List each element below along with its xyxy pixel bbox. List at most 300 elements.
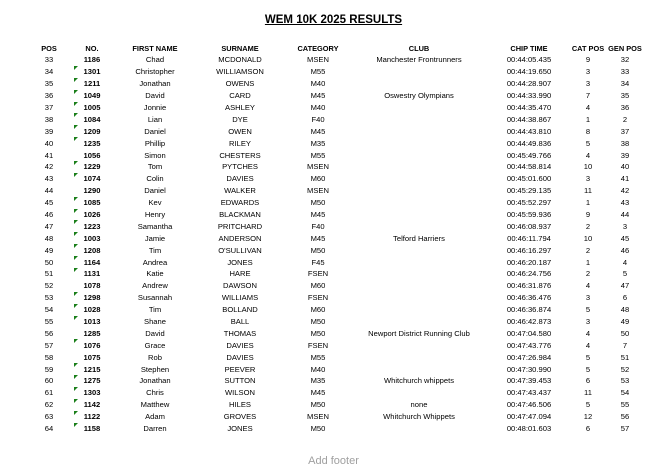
cell-pos: 53 [44,293,54,303]
cell-gen-pos: 52 [620,364,630,374]
cell-cat-pos: 2 [585,221,591,231]
cell-cat-pos: 3 [585,67,591,77]
cell-surname: ASHLEY [225,103,255,112]
cell-first-name: Daniel [144,126,166,136]
cell-chip-time: 00:45:59.936 [506,210,552,220]
cell-club [350,268,488,280]
cell-gen-pos: 40 [620,162,630,172]
cell-pos: 34 [44,67,54,77]
cell-number: 1122 [68,411,116,423]
cell-chip-time: 00:47:39.453 [506,376,552,386]
cell-pos: 58 [44,352,54,362]
cell-number: 1075 [83,352,101,362]
cell-category: F40 [311,221,325,231]
cell-club [350,280,488,292]
cell-category: M45 [310,233,326,243]
cell-club [350,423,488,435]
table-row [30,375,644,387]
cell-number: 1076 [68,339,116,351]
cell-cat-pos: 1 [585,114,591,124]
cell-first-name: Matthew [140,400,170,410]
cell-surname: WILLIAMSON [216,67,264,77]
cell-gen-pos: 6 [622,293,628,303]
cell-pos: 36 [44,91,54,101]
cell-surname: CARD [229,91,251,101]
cell-pos: 43 [44,174,54,184]
cell-pos: 56 [44,328,54,338]
cell-first-name: Chris [146,388,164,398]
cell-surname: WILLIAMS [221,293,259,303]
cell-gen-pos: 34 [620,79,630,89]
cell-first-name: Grace [144,340,166,350]
cell-gen-pos: 4 [622,257,628,267]
table-row [30,185,644,197]
cell-pos: 35 [44,79,54,89]
cell-club [350,292,488,304]
table-row [30,78,644,90]
cell-club [350,339,488,351]
add-footer-placeholder[interactable]: Add footer [308,455,359,467]
cell-club [350,173,488,185]
cell-first-name: Stephen [140,364,170,374]
cell-pos: 55 [44,317,54,327]
cell-chip-time: 00:44:33.990 [506,91,552,101]
cell-surname: DAVIES [226,352,254,362]
cell-cat-pos: 10 [583,162,593,172]
cell-number: 1026 [68,209,116,221]
cell-category: M50 [310,328,326,338]
cell-club [350,66,488,78]
cell-cat-pos: 11 [584,186,592,196]
cell-surname: THOMAS [223,328,257,338]
cell-number: 1229 [68,161,116,173]
table-row [30,137,644,149]
cell-first-name: Colin [146,174,164,184]
cell-chip-time: 00:48:01.603 [506,424,552,434]
cell-category: M50 [310,317,326,327]
cell-first-name: Susannah [137,293,173,303]
cell-pos: 63 [44,412,54,422]
cell-category: M45 [310,126,326,136]
cell-cat-pos: 5 [585,352,591,362]
cell-category: M55 [310,67,326,77]
cell-surname: BALL [230,317,250,327]
table-row [30,256,644,268]
cell-first-name: Tim [148,245,162,255]
cell-pos: 60 [44,376,54,386]
cell-gen-pos: 39 [620,150,630,160]
cell-gen-pos: 42 [620,186,630,196]
cell-pos: 57 [44,340,54,350]
cell-cat-pos: 5 [585,400,591,410]
table-row [30,149,644,161]
cell-category: M45 [310,91,326,101]
cell-first-name: Christopher [135,67,175,77]
cell-first-name: Phillip [144,138,166,148]
results-table [30,42,644,435]
cell-number: 1049 [68,90,116,102]
cell-pos: 44 [44,186,54,196]
cell-gen-pos: 37 [620,126,630,136]
cell-pos: 46 [44,210,54,220]
cell-number: 1028 [68,304,116,316]
cell-surname: BLACKMAN [219,210,261,220]
cell-chip-time: 00:44:58.814 [506,162,552,172]
cell-chip-time: 00:46:42.873 [506,317,552,327]
cell-first-name: Samantha [137,221,173,231]
cell-chip-time: 00:46:36.874 [506,305,552,315]
cell-cat-pos: 4 [585,328,591,338]
cell-category: M35 [310,376,326,386]
cell-number: 1003 [68,232,116,244]
table-row [30,244,644,256]
cell-first-name: Tom [147,162,163,172]
cell-club [350,125,488,137]
cell-gen-pos: 48 [620,305,630,315]
cell-number: 1215 [68,363,116,375]
cell-gen-pos: 51 [620,352,630,362]
table-row [30,292,644,304]
cell-category: MSEN [307,412,329,422]
cell-chip-time: 00:45:01.600 [506,174,552,184]
cell-cat-pos: 4 [585,103,591,112]
cell-number: 1303 [68,387,116,399]
table-row [30,54,644,66]
table-row [30,280,644,292]
cell-club [350,209,488,221]
cell-surname: PEEVER [224,364,256,374]
cell-first-name: Kev [148,198,162,208]
cell-surname: WALKER [224,186,256,196]
cell-chip-time: 00:44:35.470 [506,103,552,112]
cell-cat-pos: 6 [585,424,591,434]
page-title: WEM 10K 2025 RESULTS [264,14,403,26]
table-row [30,304,644,316]
cell-category: F45 [311,257,325,267]
cell-surname: RILEY [229,138,251,148]
cell-pos: 38 [44,114,54,124]
cell-gen-pos: 54 [620,388,630,398]
cell-club: Whitchurch Whippets [383,412,455,422]
cell-chip-time: 00:46:08.937 [506,221,552,231]
cell-club [350,185,488,197]
cell-category: M55 [310,150,326,160]
cell-cat-pos: 5 [585,305,591,315]
table-row [30,387,644,399]
cell-cat-pos: 3 [585,317,591,327]
results-body [30,54,644,435]
cell-pos: 50 [44,257,54,267]
cell-chip-time: 00:46:20.187 [506,257,552,267]
cell-cat-pos: 2 [585,245,591,255]
cell-surname: HARE [229,269,251,279]
cell-pos: 54 [44,305,54,315]
cell-pos: 64 [44,424,54,434]
cell-chip-time: 00:47:46.506 [506,400,552,410]
cell-pos: 37 [44,103,54,112]
cell-number: 1298 [68,292,116,304]
cell-chip-time: 00:46:36.476 [506,293,552,303]
cell-first-name: Andrew [142,281,168,291]
cell-club [350,113,488,125]
cell-gen-pos: 2 [622,114,628,124]
cell-club: Manchester Frontrunners [376,55,462,65]
table-row [30,209,644,221]
cell-pos: 33 [44,55,54,65]
cell-gen-pos: 47 [620,281,630,291]
table-row [30,399,644,411]
cell-surname: OWEN [228,126,252,136]
cell-first-name: Jonathan [139,79,171,89]
cell-club [350,244,488,256]
cell-gen-pos: 45 [620,233,630,243]
cell-pos: 47 [44,221,54,231]
cell-cat-pos: 8 [585,126,591,136]
cell-surname: DAVIES [226,174,254,184]
cell-surname: MCDONALD [218,55,262,65]
cell-first-name: Darren [143,424,167,434]
cell-category: MSEN [307,55,329,65]
table-row [30,197,644,209]
cell-number: 1211 [68,78,116,90]
cell-category: M50 [310,198,326,208]
cell-gen-pos: 43 [620,198,630,208]
cell-first-name: David [145,328,165,338]
cell-gen-pos: 46 [620,245,630,255]
col-header-club: CLUB [408,43,430,53]
cell-surname: PYTCHES [222,162,258,172]
cell-cat-pos: 1 [585,257,591,267]
cell-club: Oswestry Olympians [384,91,454,101]
cell-chip-time: 00:47:43.776 [506,340,552,350]
cell-cat-pos: 2 [585,269,591,279]
cell-category: FSEN [307,340,329,350]
table-row [30,351,644,363]
cell-gen-pos: 33 [620,67,630,77]
col-header-chip-time: CHIP TIME [510,43,548,53]
cell-chip-time: 00:47:04.580 [506,328,552,338]
cell-number: 1085 [68,197,116,209]
cell-number: 1013 [68,316,116,328]
cell-surname: O'SULLIVAN [218,245,262,255]
cell-chip-time: 00:47:26.984 [506,352,552,362]
cell-cat-pos: 4 [585,281,591,291]
cell-first-name: Simon [144,150,166,160]
table-row [30,173,644,185]
cell-cat-pos: 9 [585,210,591,220]
cell-club [350,316,488,328]
table-row [30,113,644,125]
cell-category: M55 [310,352,326,362]
cell-cat-pos: 4 [585,340,591,350]
table-row [30,268,644,280]
cell-cat-pos: 12 [583,412,593,422]
cell-club [350,197,488,209]
cell-category: M40 [310,103,326,112]
cell-surname: HILES [229,400,251,410]
table-row [30,423,644,435]
cell-pos: 48 [44,233,54,243]
cell-club [350,161,488,173]
col-header-cat-pos: CAT POS [571,43,605,53]
table-row [30,327,644,339]
cell-club [350,363,488,375]
cell-club [350,78,488,90]
cell-number: 1301 [68,66,116,78]
cell-number: 1186 [83,55,101,65]
cell-gen-pos: 5 [622,269,628,279]
cell-surname: DAVIES [226,340,254,350]
cell-pos: 59 [44,364,54,374]
cell-pos: 61 [44,388,54,398]
cell-first-name: Chad [145,55,165,65]
cell-first-name: Andrea [142,257,168,267]
cell-category: M60 [310,305,326,315]
cell-number: 1235 [68,137,116,149]
cell-surname: JONES [227,424,253,434]
cell-surname: WILSON [225,388,255,398]
col-header-first-name: FIRST NAME [132,43,178,53]
cell-surname: OWENS [225,79,255,89]
cell-club: Whitchurch whippets [383,376,455,386]
cell-chip-time: 00:44:49.836 [506,138,552,148]
cell-number: 1131 [68,268,116,280]
cell-number: 1275 [68,375,116,387]
cell-category: M45 [310,210,326,220]
cell-first-name: Jonathan [139,376,171,386]
cell-surname: CHESTERS [219,150,261,160]
table-row [30,411,644,423]
cell-cat-pos: 3 [585,79,591,89]
cell-gen-pos: 49 [620,317,630,327]
cell-club [350,304,488,316]
cell-first-name: David [145,91,165,101]
cell-first-name: Katie [146,269,164,279]
cell-first-name: Adam [145,412,165,422]
cell-pos: 51 [44,269,54,279]
cell-number: 1056 [83,150,101,160]
cell-club [350,102,488,114]
cell-gen-pos: 7 [622,340,628,350]
cell-gen-pos: 32 [620,55,630,65]
cell-chip-time: 00:46:24.756 [506,269,552,279]
cell-surname: BOLLAND [222,305,258,315]
cell-chip-time: 00:46:16.297 [506,245,552,255]
cell-gen-pos: 55 [620,400,630,410]
col-header-gen-pos: GEN POS [608,43,642,53]
cell-number: 1078 [83,281,101,291]
cell-club [350,137,488,149]
col-header-pos: POS [41,43,57,53]
cell-pos: 45 [44,198,54,208]
cell-number: 1158 [68,423,116,435]
cell-surname: ANDERSON [218,233,262,243]
cell-number: 1084 [68,113,116,125]
col-header-surname: SURNAME [221,43,259,53]
cell-chip-time: 00:47:47.094 [506,412,552,422]
cell-category: M50 [310,245,326,255]
cell-pos: 41 [44,150,54,160]
cell-first-name: Jamie [144,233,166,243]
header-row [30,42,644,54]
cell-gen-pos: 3 [622,221,628,231]
cell-first-name: Rob [148,352,162,362]
cell-number: 1209 [68,125,116,137]
cell-category: MSEN [307,186,329,196]
cell-category: F40 [311,114,325,124]
table-row [30,363,644,375]
cell-club: Telford Harriers [393,233,445,243]
cell-number: 1142 [68,399,116,411]
table-row [30,220,644,232]
cell-chip-time: 00:46:11.794 [507,233,551,243]
cell-cat-pos: 3 [585,174,591,184]
cell-number: 1290 [83,186,101,196]
cell-category: M40 [310,79,326,89]
cell-category: FSEN [307,269,329,279]
cell-cat-pos: 11 [584,388,592,398]
cell-gen-pos: 36 [620,103,630,112]
cell-gen-pos: 35 [620,91,630,101]
cell-category: M50 [310,424,326,434]
table-row [30,66,644,78]
cell-cat-pos: 4 [585,150,591,160]
cell-surname: EDWARDS [220,198,260,208]
cell-number: 1223 [68,220,116,232]
cell-category: M40 [310,364,326,374]
cell-first-name: Tim [148,305,162,315]
cell-first-name: Henry [144,210,166,220]
cell-category: M60 [310,174,326,184]
cell-category: FSEN [307,293,329,303]
cell-cat-pos: 9 [585,55,591,65]
cell-first-name: Shane [144,317,166,327]
cell-chip-time: 00:47:43.437 [506,388,552,398]
cell-chip-time: 00:44:43.810 [506,126,552,136]
table-row [30,232,644,244]
cell-club: none [410,400,428,410]
cell-club: Newport District Running Club [368,328,470,338]
cell-pos: 62 [44,400,54,410]
cell-pos: 40 [44,138,54,148]
cell-pos: 49 [44,245,54,255]
cell-cat-pos: 6 [585,376,591,386]
cell-category: MSEN [307,162,329,172]
cell-chip-time: 00:45:29.135 [506,186,552,196]
cell-category: M35 [310,138,326,148]
col-header-category: CATEGORY [297,43,339,53]
cell-number: 1164 [68,256,116,268]
cell-category: M50 [310,400,326,410]
cell-surname: PRITCHARD [217,221,263,231]
cell-chip-time: 00:44:19.650 [506,67,552,77]
cell-chip-time: 00:44:28.907 [506,79,552,89]
cell-cat-pos: 10 [583,233,593,243]
cell-club [350,387,488,399]
cell-chip-time: 00:47:30.990 [506,364,552,374]
cell-chip-time: 00:44:05.435 [506,55,552,65]
cell-surname: GROVES [223,412,257,422]
cell-club [350,256,488,268]
cell-number: 1285 [83,328,101,338]
table-row [30,161,644,173]
cell-first-name: Jonnie [143,103,167,112]
table-row [30,339,644,351]
cell-cat-pos: 7 [585,91,591,101]
cell-chip-time: 00:46:31.876 [506,281,552,291]
cell-chip-time: 00:44:38.867 [506,114,552,124]
cell-surname: JONES [227,257,253,267]
